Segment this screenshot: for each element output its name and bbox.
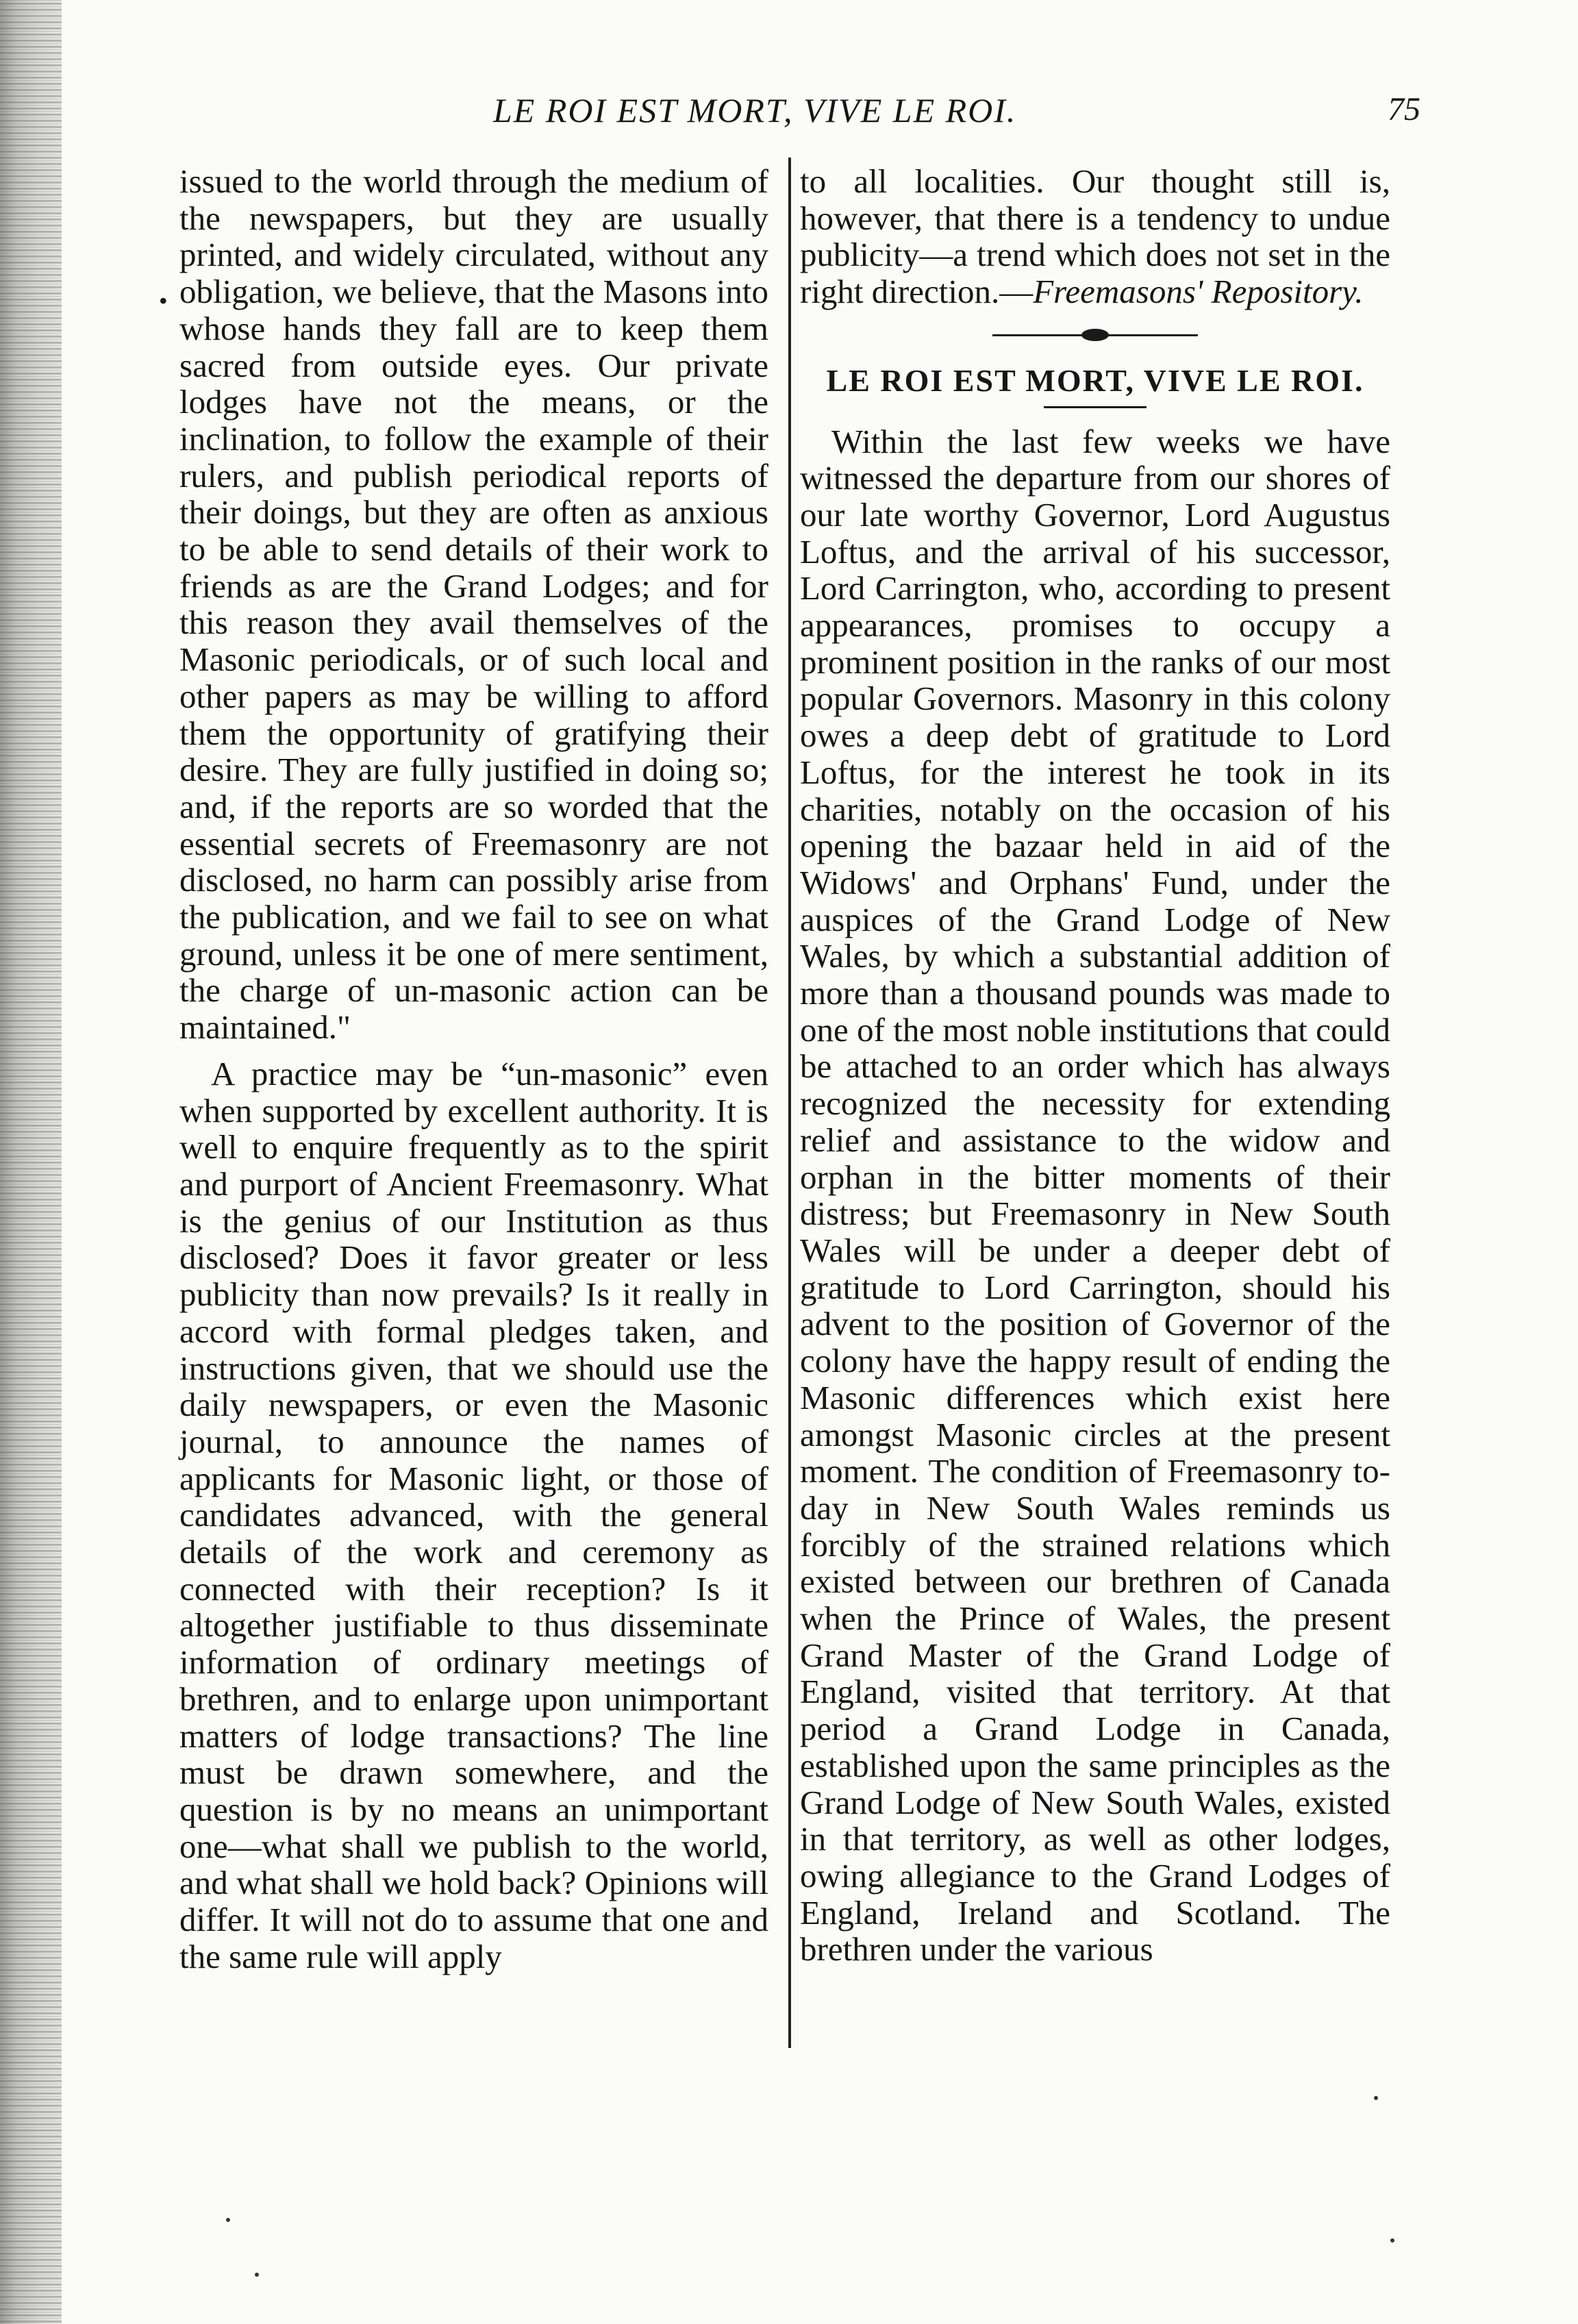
ink-speck	[1374, 2096, 1378, 2100]
right-column	[800, 163, 1390, 1968]
paragraph: issued to the world through the medium of the newspapers, but they are usually printed, and widely circulated, without any obligation, we believe, that the Masons into whose hands they fall are to keep them sacred from outside eyes. Our private lodges have not the means, or the inclination, to follow the example of their rulers, and publish periodical reports of their doings, but they are often as anxious to be able to send details of their work to friends as are the Grand Lodges; and for this reason they avail themselves of the Masonic periodicals, or of such local and other papers as may be willing to afford them the opportunity of gratifying their desire. They are fully justified in doing so; and, if the reports are so worded that the essential secrets of Freemasonry are not disclosed, no harm can possibly arise from the publication, and we fail to see on what ground, unless it be one of mere sentiment, the charge of un-masonic action can be maintained."	[179, 162, 768, 1047]
closing-paragraph	[800, 163, 1390, 310]
ink-speck	[1390, 2238, 1394, 2242]
article-title: LE ROI EST MORT, VIVE LE ROI.	[826, 362, 1364, 398]
paragraph: A practice may be “un-masonic” even when supported by excellent authority. It is well to enquire frequently as to the spirit and purport of Ancient Freemasonry. What is the genius of our Institution as thus disclosed? Does it favor greater or less publicity than now prevails? Is it really in accord with formal pledges taken, and instructions given, that we should use the daily newspapers, or even the Masonic journal, to announce the names of applicants for Masonic light, or those of candidates advanced, with the general details of the work and ceremony as connected with their reception? Is it altogether justifiable to thus disseminate information of ordinary meetings of brethren, and to enlarge upon unimportant matters of lodge transactions? The line must be drawn somewhere, and the question is by no means an unimportant one—what shall we publish to the world, and what shall we hold back? Opinions will differ. It will not do to assume that one and the same rule will apply	[179, 1054, 768, 1975]
running-title: LE ROI EST MORT, VIVE LE ROI.	[493, 91, 1017, 129]
title-rule	[1044, 406, 1147, 408]
source-credit: Freemasons' Repository.	[1033, 273, 1364, 311]
ornament-divider-icon	[992, 328, 1198, 342]
page-binding-edge	[0, 0, 62, 2324]
ink-speck	[226, 2218, 230, 2222]
ink-speck	[255, 2273, 259, 2277]
left-column	[179, 163, 768, 1975]
margin-mark-icon: •	[159, 287, 168, 314]
page-number: 75	[1388, 91, 1420, 127]
paragraph: Within the last few weeks we have witnessed the departure from our shores of our late worthy Governor, Lord Augustus Loftus, and the arrival of his successor, Lord Carrington, who, according to present appearances, promises to occupy a prominent position in the ranks of our most popular Governors. Masonry in this colony owes a deep debt of gratitude to Lord Loftus, for the interest he took in its charities, notably on the occasion of his opening the bazaar held in aid of the Widows' and Orphans' Fund, under the auspices of the Grand Lodge of New Wales, by which a substantial addition of more than a thousand pounds was made to one of the most noble institutions that could be attached to an order which has always recognized the necessity for extending relief and assistance to the widow and orphan in the bitter moments of their distress; but Freemasonry in New South Wales will be under a deeper debt of gratitude to Lord Carrington, should his advent to the position of Governor of the colony have the happy result of ending the Masonic differences which exist here amongst Masonic circles at the present moment. The condition of Freemasonry to-day in New South Wales reminds us forcibly of the strained relations which existed between our brethren of Canada when the Prince of Wales, the present Grand Master of the Grand Lodge of England, visited that territory. At that period a Grand Lodge in Canada, established upon the same principles as the Grand Lodge of New South Wales, existed in that territory, as well as other lodges, owing allegiance to the Grand Lodges of England, Ireland and Scotland. The brethren under the various	[800, 422, 1390, 1969]
column-divider	[788, 158, 791, 2048]
closing-text: to all localities. Our thought still is, however, that there is a tendency to undue publicity—a trend which does not set in the right direction.—	[800, 162, 1390, 311]
